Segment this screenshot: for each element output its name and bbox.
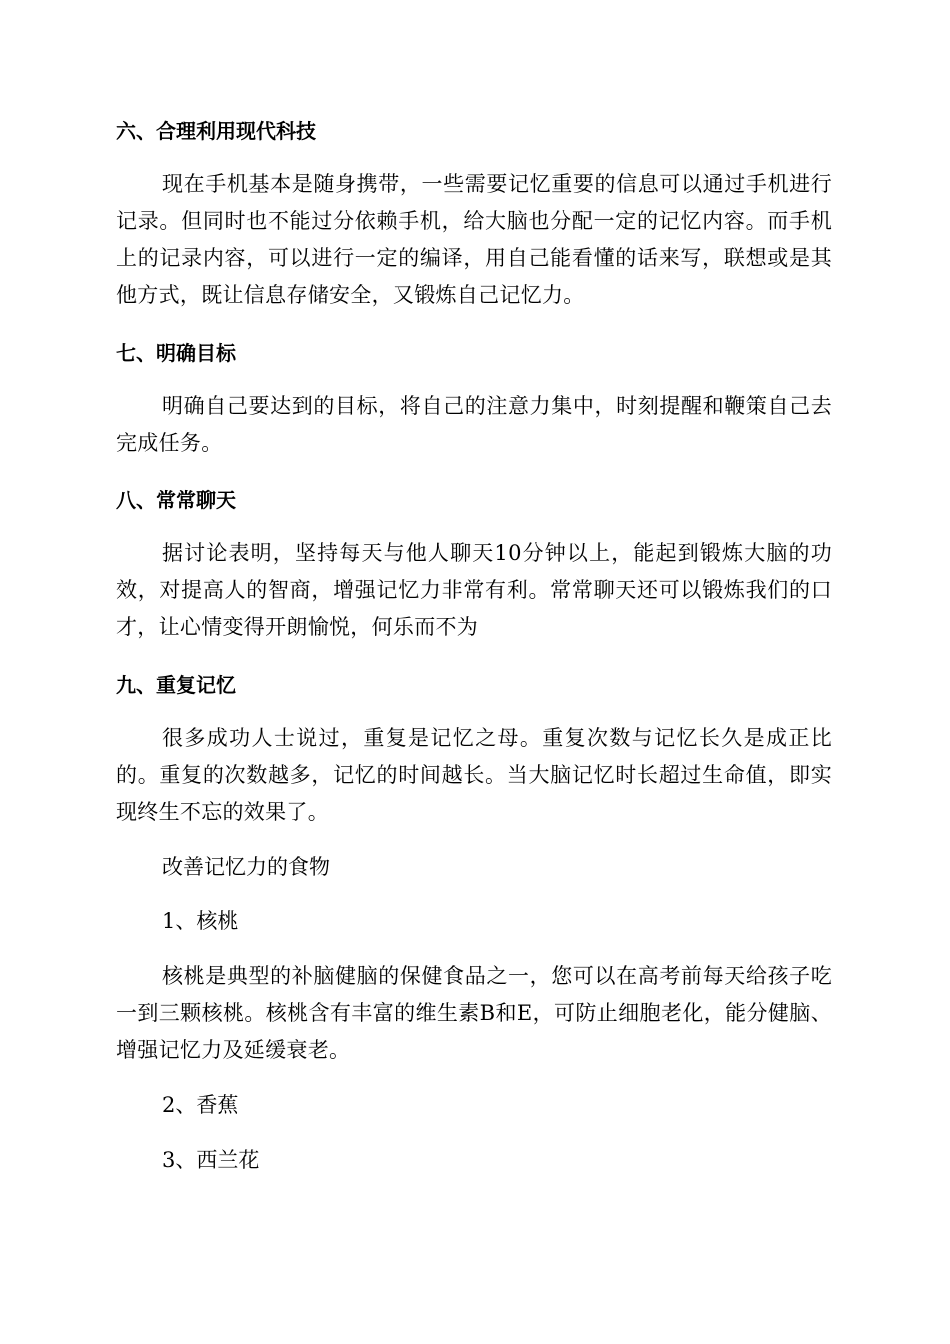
section-9-heading: 九、重复记忆: [116, 673, 236, 697]
section-9-body: 很多成功人士说过，重复是记忆之母。重复次数与记忆长久是成正比的。重复的次数越多，记忆的时间越长。当大脑记忆时长超过生命值，即实现终生不忘的效果了。: [116, 726, 832, 824]
food-item-walnut-label: 1、核桃: [162, 909, 239, 933]
section-7-body: 明确自己要达到的目标，将自己的注意力集中，时刻提醒和鞭策自己去完成任务。: [116, 394, 832, 455]
food-item-broccoli-label: 3、西兰花: [162, 1148, 260, 1172]
section-8-body: 据讨论表明，坚持每天与他人聊天10分钟以上，能起到锻炼大脑的功效，对提高人的智商，增强记忆力非常有利。常常聊天还可以锻炼我们的口才，让心情变得开朗愉悦，何乐而不为: [116, 541, 832, 639]
section-8-heading: 八、常常聊天: [116, 488, 236, 512]
foods-title: 改善记忆力的食物: [162, 855, 330, 879]
food-item-banana-label: 2、香蕉: [162, 1093, 239, 1117]
section-7-heading: 七、明确目标: [116, 341, 236, 365]
section-6-heading: 六、合理利用现代科技: [116, 119, 316, 143]
food-item-walnut-body: 核桃是典型的补脑健脑的保健食品之一，您可以在高考前每天给孩子吃一到三颗核桃。核桃含有丰富的维生素B和E，可防止细胞老化，能分健脑、增强记忆力及延缓衰老。: [116, 964, 832, 1062]
section-6-body: 现在手机基本是随身携带，一些需要记忆重要的信息可以通过手机进行记录。但同时也不能过分依赖手机，给大脑也分配一定的记忆内容。而手机上的记录内容，可以进行一定的编译，用自己能看懂的话来写，联想或是其他方式，既让信息存储安全，又锻炼自己记忆力。: [116, 172, 832, 307]
